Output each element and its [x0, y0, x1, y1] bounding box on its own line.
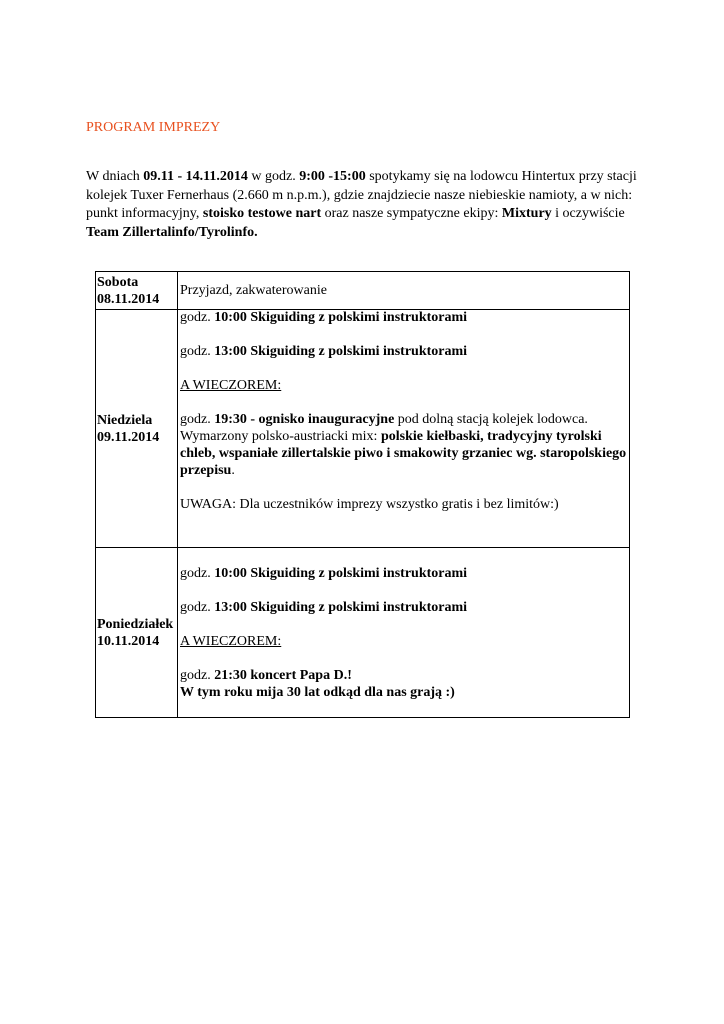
godz-label: godz.: [180, 668, 215, 683]
godz-label: godz.: [180, 310, 215, 325]
intro-text: w godz.: [247, 169, 300, 184]
schedule-item: 13:00 Skiguiding z polskimi instruktorami: [214, 600, 468, 615]
schedule-item: 13:00 Skiguiding z polskimi instruktorami: [214, 344, 468, 359]
evening-event: W tym roku mija 30 lat odkąd dla nas grają :): [180, 685, 455, 700]
intro-paragraph: [86, 168, 646, 242]
godz-label: godz.: [180, 412, 215, 427]
intro-text: W dniach: [86, 169, 144, 184]
evening-event: 19:30 - ognisko inauguracyjne: [214, 412, 395, 427]
godz-label: godz.: [180, 566, 215, 581]
mix-items: polskie kiełbaski, tradycyjny tyrolski chleb, wspaniałe zillertalskie piwo i smakowity grzaniec wg. staropolskiego przepisu: [180, 429, 627, 478]
mix-dot: .: [231, 463, 235, 478]
page-title: PROGRAM IMPREZY: [86, 120, 221, 135]
intro-text: oraz nasze sympatyczne ekipy:: [321, 206, 502, 221]
schedule-cell: [178, 310, 630, 548]
day-cell: [96, 272, 178, 310]
intro-dates: 09.11 - 14.11.2014: [143, 169, 248, 184]
day-date: 10.11.2014: [97, 633, 160, 649]
intro-text: spotykamy się na lodowcu Hintertux przy stacji kolejek Tuxer Fernerhaus (2.660 m n.p.m.), gdzie znajdziecie nasze niebieskie namioty, a w nich: punkt informacyjny,: [86, 169, 637, 221]
schedule-cell: [178, 548, 630, 718]
schedule-item: 10:00 Skiguiding z polskimi instruktorami: [214, 310, 468, 325]
schedule-text: Przyjazd, zakwaterowanie: [180, 283, 327, 298]
schedule-item: 10:00 Skiguiding z polskimi instruktorami: [214, 566, 468, 581]
day-cell: [96, 548, 178, 718]
mix-label: Wymarzony polsko-austriacki mix:: [180, 429, 381, 444]
godz-label: godz.: [180, 600, 215, 615]
program-table: [95, 271, 630, 718]
day-date: 09.11.2014: [97, 429, 160, 445]
day-name: Poniedziałek: [97, 616, 174, 632]
intro-stand: stoisko testowe nart: [202, 206, 322, 221]
table-row: [96, 548, 630, 718]
schedule-cell: [178, 272, 630, 310]
day-date: 08.11.2014: [97, 291, 160, 307]
day-name: Niedziela: [97, 412, 153, 428]
evening-heading: A WIECZOREM:: [180, 378, 282, 393]
godz-label: godz.: [180, 344, 215, 359]
day-cell: [96, 310, 178, 548]
table-row: [96, 272, 630, 310]
intro-mixtury: Mixtury: [501, 206, 552, 221]
intro-text: i oczywiście: [551, 206, 625, 221]
intro-hours: 9:00 -15:00: [299, 169, 366, 184]
evening-heading: A WIECZOREM:: [180, 634, 282, 649]
day-name: Sobota: [97, 274, 139, 290]
evening-event: 21:30 koncert Papa D.!: [214, 668, 352, 683]
note-text: UWAGA: Dla uczestników imprezy wszystko gratis i bez limitów:): [180, 497, 559, 512]
intro-team: Team Zillertalinfo/Tyrolinfo.: [86, 224, 258, 240]
evening-event-rest: pod dolną stacją kolejek lodowca.: [394, 412, 588, 427]
table-row: [96, 310, 630, 548]
